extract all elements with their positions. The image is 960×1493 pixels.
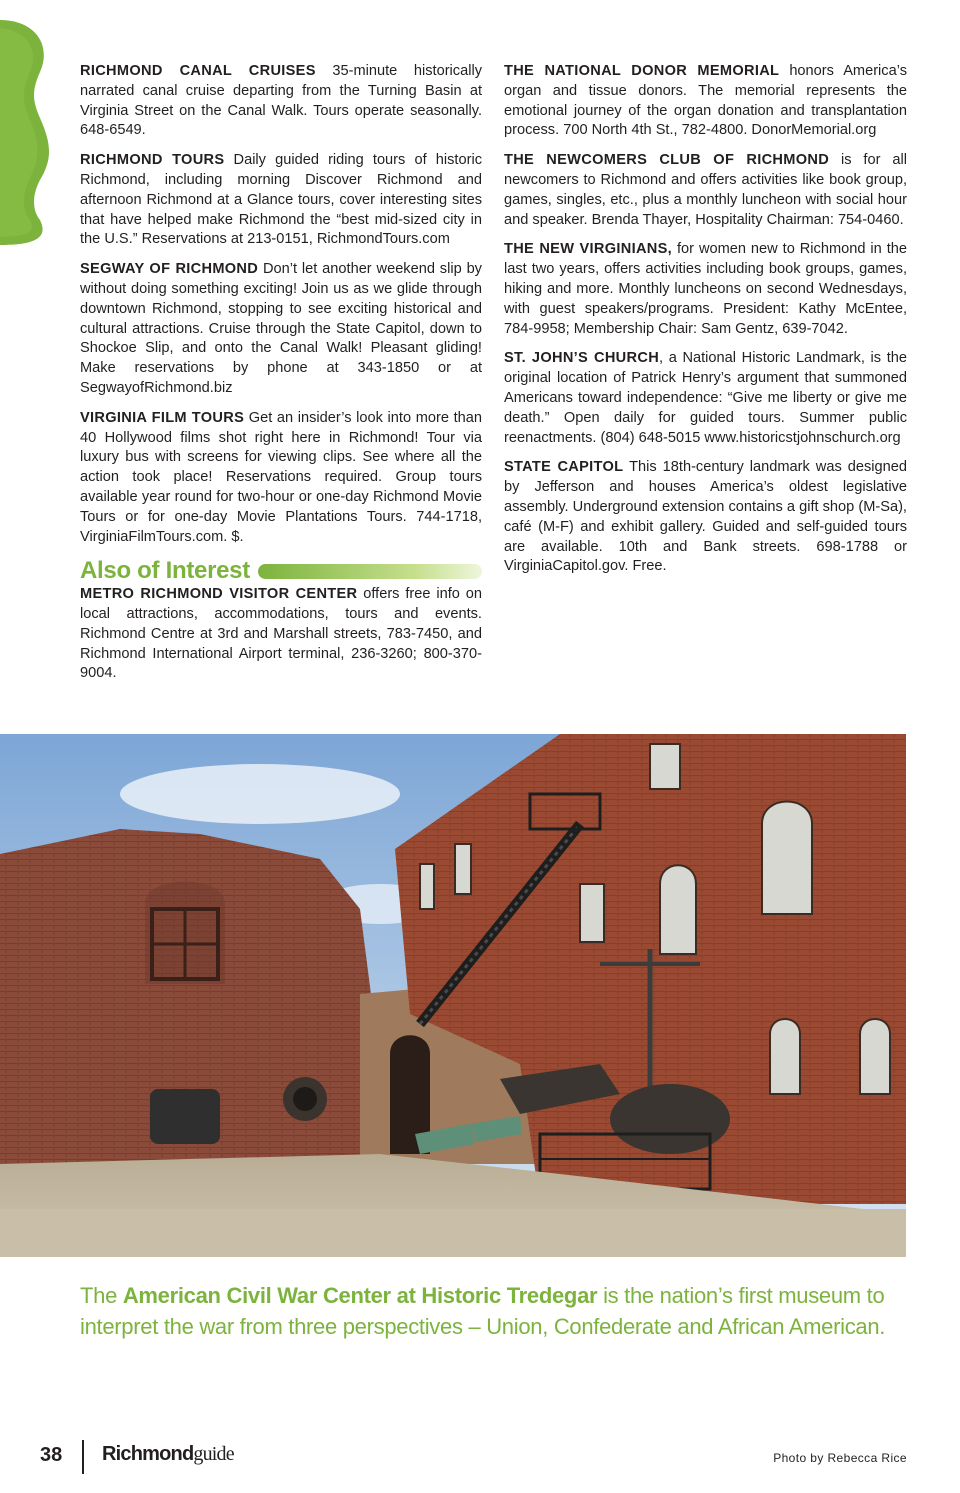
logo-bold: Richmond [102, 1443, 194, 1465]
listing-segway-of-richmond [80, 260, 482, 399]
listing-state-capitol [504, 458, 907, 577]
listing-name: THE NATIONAL DONOR MEMORIAL [504, 63, 780, 79]
listing-richmond-tours [80, 151, 482, 250]
richmond-guide-logo [102, 1443, 234, 1466]
listing-body: honors America’s organ and tissue donors. The memorial represents the emotional journey of the organ donation and transplantation process. 700 North 4th St., 782-4800. DonorMemorial.org [504, 63, 907, 139]
listing-name: RICHMOND TOURS [80, 152, 225, 169]
caption-post: is the nation’s first museum to interpret the war from three perspectives – Union, Confederate and African American. [80, 1283, 886, 1339]
listing-name: ST. JOHN’S CHURCH [504, 350, 660, 367]
green-tab-decoration [0, 20, 52, 245]
listing-new-virginians [504, 240, 907, 339]
tredegar-photo [0, 734, 906, 1257]
right-column [504, 62, 907, 587]
listing-name: SEGWAY OF RICHMOND [80, 261, 259, 278]
footer-divider [82, 1440, 84, 1474]
listing-body: for women new to Richmond in the last two years, offers activities including book groups, games, hiking and more. Monthly luncheons on second Wednesdays, with guest speakers/programs. President: Kathy McEntee, 784-9958; Membership Chair: Sam Gentz, 639-7042. [504, 241, 908, 337]
logo-light: guide [193, 1443, 234, 1465]
caption-bold: American Civil War Center at Historic Tredegar [122, 1283, 598, 1308]
listing-national-donor-memorial [504, 62, 907, 141]
listing-name: METRO RICHMOND VISITOR CENTER [80, 586, 358, 603]
listing-body: Get an insider’s look into more than 40 Hollywood films shot right here in Richmond! Tour via luxury bus with screens for viewing clips. See where all the action took place! Reservations required. Group tours available year round for two-hour or one-day Richmond Movie Tours or for one-day Movie Plantations Tours. 744-1718, VirginiaFilmTours.com. $. [80, 409, 482, 545]
listing-name: RICHMOND CANAL CRUISES [80, 63, 316, 79]
listing-body: , a National Historic Landmark, is the original location of Patrick Henry’s argument that summoned Americans toward independence: “Give me liberty or give me death.” Open daily for guided tours. Summer public reenactments. (804) 648-5015 www.historicstjohnschurch.org [504, 350, 907, 446]
section-title-bar [258, 564, 482, 579]
listing-body: 35-minute historically narrated canal cruise departing from the Turning Basin at Virginia Street on the Canal Walk. Tours operate seasonally. 648-6549. [80, 63, 482, 139]
listing-body: This 18th-century landmark was designed by Jefferson and houses America’s oldest legislative assembly. Underground extension contains a gift shop (M-Sa), café (M-F) and exhibit gallery. Guided and self-guided tours are available. 10th and Bank streets. 698-1788 or VirginiaCapitol.gov. Free. [504, 459, 907, 575]
listing-name: THE NEW VIRGINIANS, [504, 241, 673, 258]
photo-credit: Photo by Rebecca Rice [773, 1451, 907, 1465]
listing-name: THE NEWCOMERS CLUB OF RICHMOND [504, 152, 830, 169]
listing-name: VIRGINIA FILM TOURS [80, 409, 245, 426]
listing-body: Don’t let another weekend slip by without doing something exciting! Join us as we glide through downtown Richmond, stopping to see exciting historical and cultural attractions. Cruise through the State Capitol, down to Shockoe Slip, and onto the Canal Walk! Pleasant gliding! Make reservations by phone at 343-1850 or at SegwayofRichmond.biz [80, 261, 482, 396]
listing-st-johns-church [504, 349, 907, 448]
tredegar-illustration [0, 734, 906, 1257]
listing-metro-richmond-visitor-center [80, 585, 482, 684]
listing-body: is for all newcomers to Richmond and offers activities like book group, games, singles, etc., plus a monthly luncheon with social hour and speaker. Brenda Thayer, Hospitality Chairman: 754-0460. [504, 152, 907, 228]
caption-pre: The [80, 1283, 123, 1308]
left-column [80, 62, 482, 694]
listing-body: Daily guided riding tours of historic Richmond, including morning Discover Richmond and afternoon Richmond at a Glance tours, cover interesting sites that have helped make Richmond the “best mid-sized city in the U.S.” Reservations at 213-0151, RichmondTours.com [80, 152, 482, 248]
listing-newcomers-club [504, 151, 907, 230]
listing-virginia-film-tours [80, 409, 482, 548]
listing-richmond-canal-cruises [80, 62, 482, 141]
photo-caption [80, 1280, 920, 1342]
section-title: Also of Interest [80, 557, 250, 585]
listing-name: STATE CAPITOL [504, 459, 624, 476]
page-number: 38 [40, 1444, 63, 1466]
also-of-interest-header [80, 557, 482, 585]
listing-body: offers free info on local attractions, accommodations, tours and events. Richmond Centre at 3rd and Marshall streets, 783-7450, and Richmond International Airport terminal, 236-3260; 800-370-9004. [80, 586, 482, 682]
